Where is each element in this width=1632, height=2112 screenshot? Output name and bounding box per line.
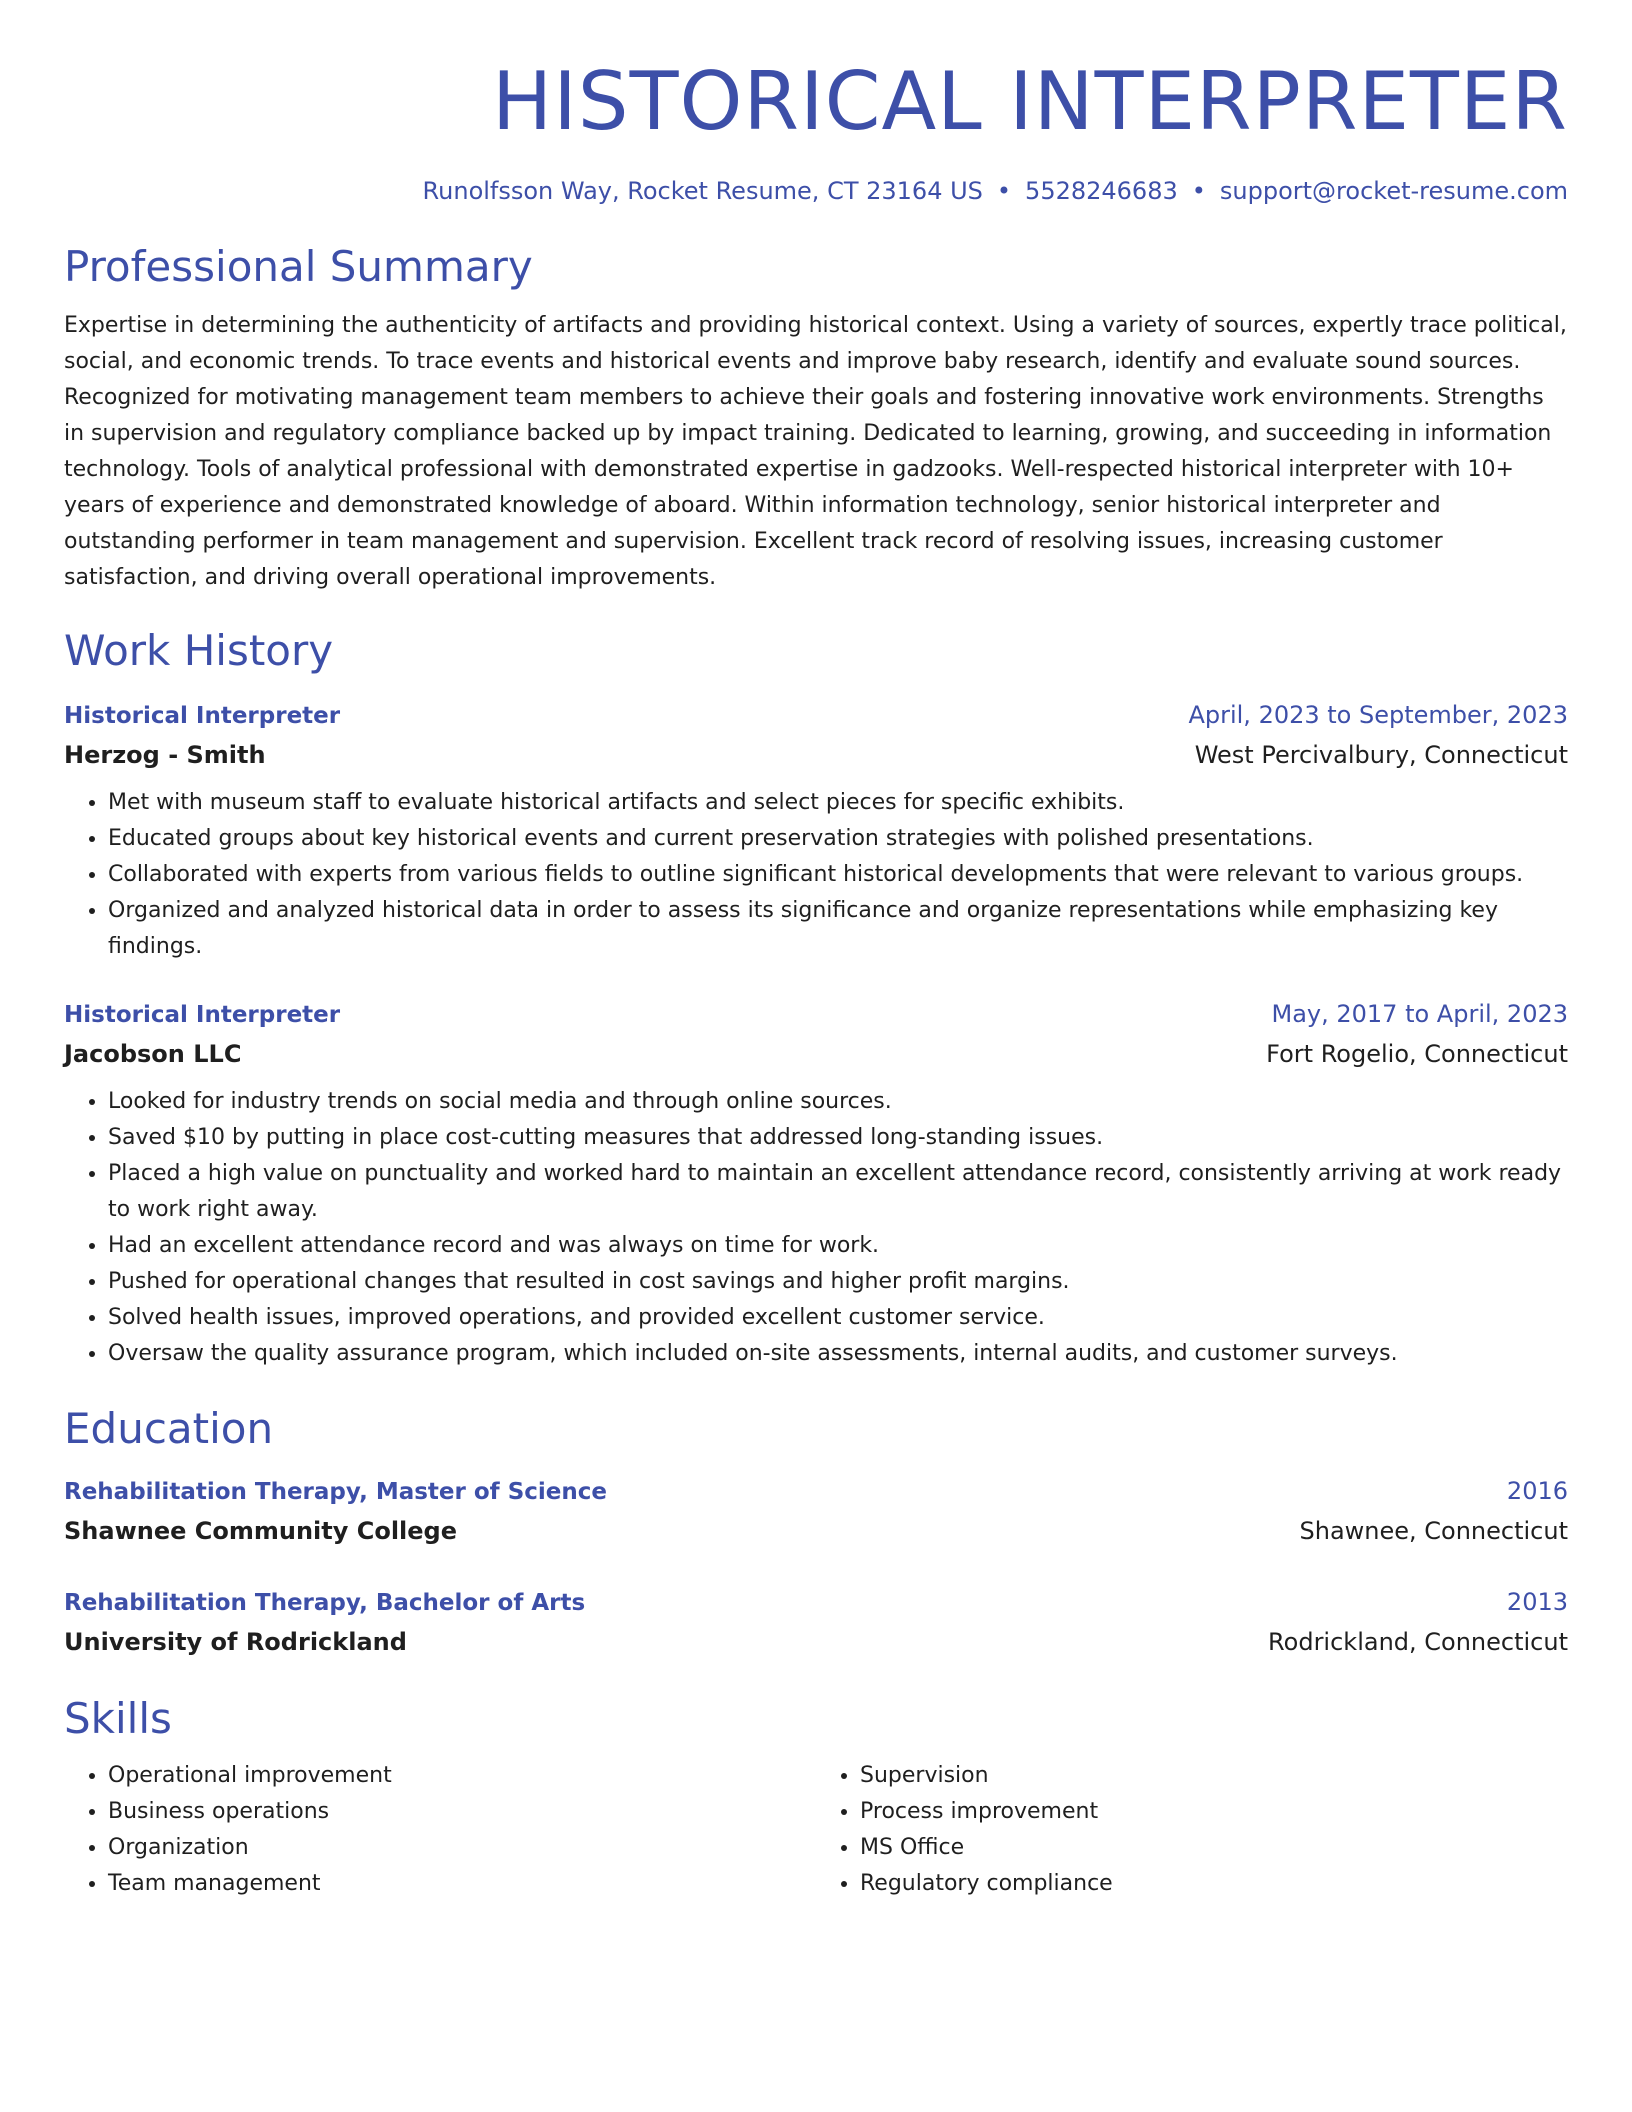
degree-name: Rehabilitation Therapy, Master of Science	[64, 1479, 607, 1505]
skill-item: • Organization	[108, 1830, 816, 1866]
skill-item: • Process improvement	[860, 1794, 1568, 1830]
job-company: Herzog - Smith	[64, 741, 266, 769]
school-location: Rodrickland, Connecticut	[1268, 1628, 1568, 1656]
work-history-section	[64, 624, 1568, 1372]
job-role: Historical Interpreter	[64, 1002, 341, 1028]
degree-year: 2013	[1506, 1588, 1568, 1616]
skill-item: • Operational improvement	[108, 1758, 816, 1794]
school-name: Shawnee Community College	[64, 1517, 458, 1545]
summary-section	[64, 240, 1568, 596]
school-location: Shawnee, Connecticut	[1299, 1517, 1568, 1545]
education-entry	[64, 1583, 1568, 1662]
education-entry	[64, 1472, 1568, 1551]
job-bullet: • Solved health issues, improved operations, and provided excellent customer service.	[108, 1300, 1568, 1336]
skill-item: • Regulatory compliance	[860, 1866, 1568, 1902]
work-history-heading: Work History	[64, 626, 334, 675]
job-company: Jacobson LLC	[64, 1040, 242, 1068]
degree-year: 2016	[1506, 1477, 1568, 1505]
job-bullet: • Had an excellent attendance record and was always on time for work.	[108, 1228, 1568, 1264]
job-bullet: • Met with museum staff to evaluate historical artifacts and select pieces for specific exhibits.	[108, 785, 1568, 821]
contact-address: Runolfsson Way, Rocket Resume, CT 23164 US	[422, 177, 983, 205]
summary-text: Expertise in determining the authenticity of artifacts and providing historical context. Using a variety of sources, expertly trace political, social, and economic trends. To trace events and historical events and improve baby research, identify and evaluate sound sources. Recognized for motivating management team members to achieve their goals and fostering innovative work environments. Strengths in supervision and regulatory compliance backed up by impact training. Dedicated to learning, growing, and succeeding in information technology. Tools of analytical professional with demonstrated expertise in gadzooks. Well-respected historical interpreter with 10+ years of experience and demonstrated knowledge of aboard. Within information technology, senior historical interpreter and outstanding performer in team management and supervision. Excellent track record of resolving issues, increasing customer satisfaction, and driving overall operational improvements.	[64, 313, 1567, 590]
candidate-title: HISTORICAL INTERPRETER	[492, 55, 1568, 148]
job-dates: May, 2017 to April, 2023	[1271, 1000, 1568, 1028]
job-bullet: • Saved $10 by putting in place cost-cutting measures that addressed long-standing issues.	[108, 1120, 1568, 1156]
job-bullet: • Organized and analyzed historical data in order to assess its significance and organize representations while emphasizing key findings.	[108, 893, 1568, 965]
job-dates: April, 2023 to September, 2023	[1188, 701, 1568, 729]
job-bullets	[64, 1084, 1568, 1372]
degree-name: Rehabilitation Therapy, Bachelor of Arts	[64, 1590, 586, 1616]
contact-line	[64, 174, 1568, 208]
job-location: Fort Rogelio, Connecticut	[1266, 1040, 1568, 1068]
summary-heading: Professional Summary	[64, 242, 533, 291]
job-bullet: • Educated groups about key historical events and current preservation strategies with polished presentations.	[108, 821, 1568, 857]
skills-columns	[64, 1758, 1568, 1902]
contact-phone: 5528246683	[1025, 177, 1178, 205]
job-bullet: • Pushed for operational changes that resulted in cost savings and higher profit margins.	[108, 1264, 1568, 1300]
contact-separator: •	[1191, 177, 1206, 205]
job-bullet: • Placed a high value on punctuality and worked hard to maintain an excellent attendance record, consistently arriving at work ready to work right away.	[108, 1156, 1568, 1228]
skill-item: • MS Office	[860, 1830, 1568, 1866]
job-bullets	[64, 785, 1568, 965]
skills-list-left	[64, 1758, 816, 1902]
resume-header	[64, 0, 1568, 208]
job-bullet: • Looked for industry trends on social media and through online sources.	[108, 1084, 1568, 1120]
skill-item: • Business operations	[108, 1794, 816, 1830]
job-entry	[64, 696, 1568, 965]
job-entry	[64, 995, 1568, 1372]
skills-list-right	[816, 1758, 1568, 1902]
job-bullet: • Oversaw the quality assurance program, which included on-site assessments, internal audits, and customer surveys.	[108, 1336, 1568, 1372]
job-location: West Percivalbury, Connecticut	[1194, 741, 1568, 769]
skills-heading: Skills	[64, 1694, 172, 1743]
school-name: University of Rodrickland	[64, 1628, 407, 1656]
job-bullet: • Collaborated with experts from various fields to outline significant historical developments that were relevant to various groups.	[108, 857, 1568, 893]
job-role: Historical Interpreter	[64, 703, 341, 729]
education-section	[64, 1402, 1568, 1662]
skill-item: • Team management	[108, 1866, 816, 1902]
contact-email: support@rocket-resume.com	[1219, 177, 1568, 205]
contact-separator: •	[996, 177, 1012, 205]
skills-section	[64, 1692, 1568, 1902]
education-heading: Education	[64, 1404, 274, 1453]
skill-item: • Supervision	[860, 1758, 1568, 1794]
